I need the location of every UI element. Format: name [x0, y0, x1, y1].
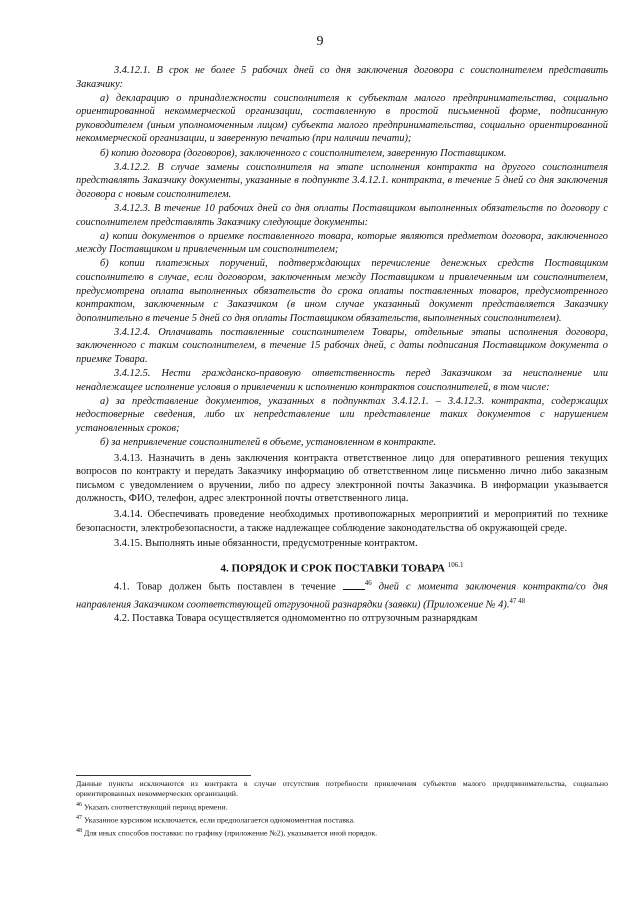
footnote-ref-47-48: 47 48 — [509, 596, 526, 605]
clause-4-1-italic: дней с момента заключения контракта/со дня направления Заказчиком соответствующей отгрузочной разнарядки (заявки) (Приложение № 4). — [76, 581, 608, 610]
clause-3-4-14: 3.4.14. Обеспечивать проведение необходимых противопожарных мероприятий и мероприятий по технике безопасности, электробезопасности, а также надлежащее соблюдение законодательства об окружающей среде. — [76, 509, 608, 534]
clause-3-4-12-5: 3.4.12.5. Нести гражданско-правовую ответственность перед Заказчиком за неисполнение или ненадлежащее исполнение условия о привлечении к исполнению контрактов соисполнителей, в том числе: — [76, 368, 608, 393]
footnote-ref-46: 46 — [364, 579, 372, 588]
blank-line — [343, 580, 365, 590]
clause-acceptance-copies: а) копии документов о приемке поставленного товара, которые являются предметом договора, заключенного между Поставщиком и привлеченным им соисполнителем; — [76, 230, 608, 256]
clause-4-2: 4.2. Поставка Товара осуществляется одномоментно по отгрузочным разнарядкам — [114, 613, 478, 625]
clause-3-4-15: 3.4.15. Выполнять иные обязанности, предусмотренные контрактом. — [114, 538, 418, 550]
footnote-divider — [76, 775, 251, 776]
section-4-title: 4. ПОРЯДОК И СРОК ПОСТАВКИ ТОВАРА — [220, 562, 445, 575]
clause-3-4-12-3: 3.4.12.3. В течение 10 рабочих дней со дня оплаты Поставщиком выполненных обязательств по договору с соисполнителем представлять Заказчику следующие документы: — [76, 202, 608, 228]
clause-declaration: а) декларацию о принадлежности соисполнителя к субъектам малого предпринимательства, социально ориентированной некоммерческой организации, составленную в простой письменной форме, подписанную руководителем (иным уполномоченным лицом) субъекта малого предпринимательства, социально ориентированной некоммерческой организации, и заверенную печатью (при наличии печати); — [76, 92, 608, 145]
clause-4-1-lead: 4.1. Товар должен быть поставлен в течение — [114, 581, 336, 593]
footnote-subcontractors: Данные пункты исключаются из контракта в случае отсутствия потребности привлечения субъектов малого предпринимательства, социально ориентированных некоммерческих организаций. — [76, 779, 608, 799]
clause-3-4-13: 3.4.13. Назначить в день заключения контракта ответственное лицо для оперативного решения текущих вопросов по контракту и передать Заказчику информацию об ответственном лице письменно лично либо заказным письмом с уведомлением о вручении, либо по адресу электронной почты Заказчика. В информации указывается должность, ФИО, телефон, адрес электронной почты ответственного лица. — [76, 452, 608, 505]
footnote-48: $^{48}$ Для иных способов поставки: по графику (приложение №2), указывается иной порядок. — [76, 827, 378, 838]
footnote-47: $^{47}$ Указанное курсивом исключается, если предполагается одномоментная поставка. — [76, 814, 356, 825]
page-number: 9 — [316, 34, 324, 49]
document-body — [76, 64, 608, 626]
clause-payment-orders: б) копии платежных поручений, подтверждающих перечисление денежных средств Поставщиком соисполнителю в случае, если договором, заключенным между Поставщиком и привлеченным им соисполнителем, предусмотрена оплата выполненных обязательств до срока оплаты поставленных товаров, предусмотренного контрактом, заключенным с Заказчиком (в ином случае указанный документ представляется Заказчику дополнительно в течение 5 дней со дня оплаты Поставщиком обязательств, выполненных соисполнителем). — [76, 258, 608, 324]
clause-3-4-12-2: 3.4.12.2. В случае замены соисполнителя на этапе исполнения контракта на другого соисполнителя представлять Заказчику документы, указанные в подпункте 3.4.12.1. контракта, в течение 5 дней со дня заключения договора с новым соисполнителем. — [76, 161, 608, 200]
clause-liability-documents: а) за представление документов, указанных в подпунктах 3.4.12.1. – 3.4.12.3. контракта, содержащих недостоверные сведения, либо их непредставление или представление таких документов с нарушением установленных сроков; — [76, 395, 608, 434]
clause-3-4-12-1: 3.4.12.1. В срок не более 5 рабочих дней со дня заключения договора с соисполнителем представить Заказчику: — [76, 65, 608, 90]
clause-4-1 — [76, 577, 608, 611]
clause-contract-copy: б) копию договора (договоров), заключенного с соисполнителем, заверенную Поставщиком. — [100, 147, 507, 159]
section-4-heading — [76, 561, 608, 575]
clause-3-4-12-4: 3.4.12.4. Оплачивать поставленные соисполнителем Товары, отдельные этапы исполнения договора, заключенного с таким соисполнителем, в течение 15 рабочих дней, с даты подписания Поставщиком документа о приемке Товара. — [76, 326, 608, 365]
heading-footnote-ref: 106.1 — [447, 560, 464, 569]
clause-liability-nonattraction: б) за непривлечение соисполнителей в объеме, установленном в контракте. — [100, 437, 437, 449]
footnotes — [76, 779, 608, 839]
footnote-46: $^{46}$ Указать соответствующий период времени. — [76, 801, 228, 812]
